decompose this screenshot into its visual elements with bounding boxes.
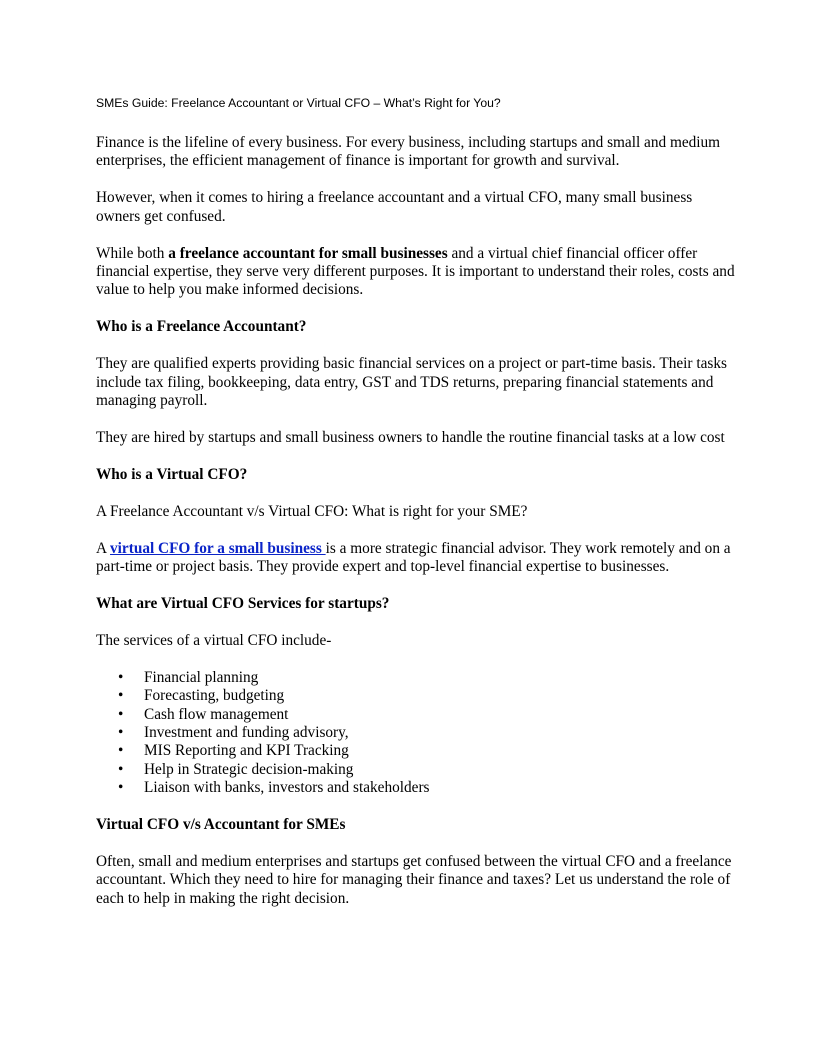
vcfo-p2-text-after: is a more strategic financial advisor. They work remotely and on a part-time or project basis. They provide expert and top-level financial expertise to businesses.: [96, 539, 731, 576]
intro-paragraph-1: Finance is the lifeline of every business. For every business, including startups and small and medium enterprises, the efficient management of finance is important for growth and survival.: [96, 134, 721, 170]
intro-p3-text-after: and a virtual chief financial officer offer financial expertise, they serve very different purposes. It is important to understand their roles, costs and value to help you make informed decisions.: [96, 244, 735, 299]
list-item: [96, 669, 736, 687]
virtual-cfo-paragraph-2: [96, 540, 736, 577]
bullet-icon: •: [118, 687, 124, 705]
list-item-text: Investment and funding advisory,: [144, 724, 349, 742]
services-heading: What are Virtual CFO Services for startups?: [96, 595, 390, 612]
list-item: [96, 687, 736, 705]
list-item-text: Liaison with banks, investors and stakeholders: [144, 779, 430, 797]
document-title: SMEs Guide: Freelance Accountant or Virtual CFO – What’s Right for You?: [96, 96, 501, 110]
list-item: [96, 761, 736, 779]
virtual-cfo-paragraph-1: A Freelance Accountant v/s Virtual CFO: What is right for your SME?: [96, 502, 528, 520]
bullet-icon: •: [118, 705, 124, 723]
comparison-paragraph: Often, small and medium enterprises and startups get confused between the virtual CFO and a freelance accountant. Which they need to hire for managing their finance and taxes? Let us understand the role of each to help in making the right decision.: [96, 853, 732, 907]
bullet-icon: •: [118, 760, 124, 778]
virtual-cfo-link[interactable]: virtual CFO for a small business: [110, 539, 326, 557]
freelance-paragraph-1: They are qualified experts providing basic financial services on a project or part-time basis. Their tasks include tax filing, bookkeeping, data entry, GST and TDS returns, preparing financial statements and managing payroll.: [96, 355, 727, 410]
bullet-icon: •: [118, 779, 124, 797]
document-page: [96, 96, 736, 927]
list-item-text: MIS Reporting and KPI Tracking: [144, 742, 349, 760]
vcfo-p2-text-before: A: [96, 539, 111, 557]
freelance-paragraph-2: They are hired by startups and small business owners to handle the routine financial tasks at a low cost: [96, 428, 725, 446]
virtual-cfo-heading: Who is a Virtual CFO?: [96, 465, 248, 483]
list-item: [96, 724, 736, 742]
list-item: [96, 779, 736, 797]
list-item-text: Financial planning: [144, 668, 259, 686]
list-item-text: Forecasting, budgeting: [144, 687, 285, 705]
bullet-icon: •: [118, 668, 124, 686]
intro-paragraph-2: However, when it comes to hiring a freelance accountant and a virtual CFO, many small business owners get confused.: [96, 189, 693, 225]
comparison-heading: Virtual CFO v/s Accountant for SMEs: [96, 816, 346, 834]
bullet-icon: •: [118, 742, 124, 760]
services-intro: The services of a virtual CFO include-: [96, 631, 332, 649]
list-item-text: Help in Strategic decision-making: [144, 760, 354, 778]
intro-paragraph-3: [96, 245, 736, 300]
bullet-icon: •: [118, 724, 124, 742]
services-list: [96, 669, 736, 798]
intro-p3-bold-phrase: a freelance accountant for small businesses: [168, 244, 448, 262]
list-item: [96, 742, 736, 760]
list-item: [96, 706, 736, 724]
freelance-accountant-heading: Who is a Freelance Accountant?: [96, 318, 307, 336]
list-item-text: Cash flow management: [144, 705, 289, 723]
intro-p3-text-before: While both: [96, 244, 169, 262]
